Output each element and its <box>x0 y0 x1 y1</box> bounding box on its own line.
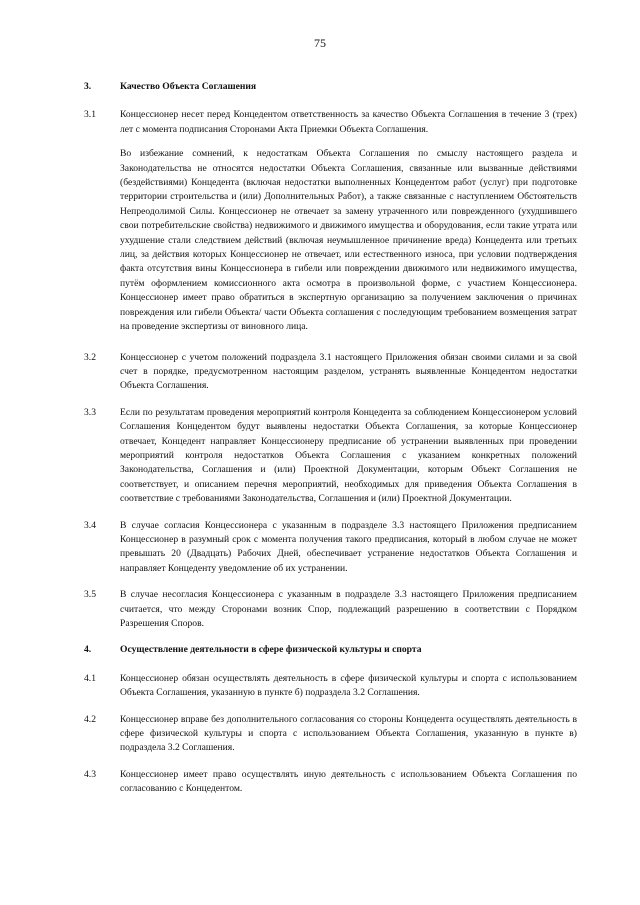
clause-number: 4.3 <box>84 768 96 780</box>
clause-text: Концессионер имеет право осуществлять иную деятельность с использованием Объекта Соглашения по согласованию с Концедентом. <box>120 768 577 795</box>
clause-number: 4.1 <box>84 672 96 684</box>
clause-4-3 <box>84 768 577 797</box>
section-heading-3 <box>84 80 577 94</box>
document-body <box>84 80 577 809</box>
clause-number: 3.3 <box>84 406 96 418</box>
clause-text: В случае согласия Концессионера с указанным в подразделе 3.3 настоящего Приложения предписанием Концессионер в разумный срок с момента получения такого предписания, который в любом случае не может превышать 20 (Двадцать) Рабочих Дней, обеспечивает устранение недостатков Объекта Соглашения и направляет Концеденту уведомление об их устранении. <box>120 519 577 574</box>
clause-number: 3.5 <box>84 589 96 601</box>
clause-3-2 <box>84 351 577 394</box>
clause-3-1-paragraph: Во избежание сомнений, к недостаткам Объекта Соглашения по смыслу настоящего раздела и Законодательства не относятся недостатки Объекта Соглашения, связанные или вызванные действиями (бездействиями) Концедента (включая недостатки выполненных Концедентом работ (услуг) при подготовке территории строительства и (или) Дополнительных Работ), а также связанные с наступлением Обстоятельств Непреодолимой Силы. Концессионер не отвечает за замену утраченного или поврежденного (ухудшившего свои потребительские свойства) недвижимого и движимого имущества и оборудования, если такие утрата или ухудшение стали следствием действий (включая неумышленное причинение вреда) Концедента или третьих лиц, за действия которых Концессионер не отвечает, или естественного износа, при условии подтверждения факта отсутствия вины Концессионера в гибели или повреждении движимого или недвижимого имущества, путём оформлением комиссионного акта осмотра в произвольной форме, с участием Концессионера. Концессионер имеет право обратиться в экспертную организацию за получением заключения о причинах повреждения или гибели Объекта/ части Объекта соглашения с последующим требованием возмещения затрат на проведение экспертизы от виновного лица. <box>120 148 577 333</box>
clause-3-1 <box>84 108 577 137</box>
clause-text: Концессионер обязан осуществлять деятельность в сфере физической культуры и спорта с использованием Объекта Соглашения, указанную в пункте б) подраздела 3.2 Соглашения. <box>120 672 577 699</box>
section-number: 3. <box>84 81 92 92</box>
clause-number: 4.2 <box>84 713 96 725</box>
section-number: 4. <box>84 644 92 656</box>
clause-4-2 <box>84 713 577 756</box>
section-heading-4 <box>84 643 577 657</box>
clause-text: Концессионер несет перед Концедентом ответственность за качество Объекта Соглашения в течение 3 (трех) лет с момента подписания Сторонами Акта Приемки Объекта Соглашения. <box>120 109 577 135</box>
section-title: Качество Объекта Соглашения <box>120 81 257 92</box>
clause-text: Концессионер с учетом положений подраздела 3.1 настоящего Приложения обязан своими силами и за свой счет в порядке, предусмотренном настоящим разделом, устранять выявленные Концедентом недостатки Объекта Соглашения. <box>120 351 577 392</box>
page-number: 75 <box>314 36 326 50</box>
clause-number: 3.2 <box>84 351 96 363</box>
clause-number: 3.4 <box>84 519 96 531</box>
clause-4-1 <box>84 672 577 701</box>
section-title: Осуществление деятельности в сфере физической культуры и спорта <box>120 644 422 656</box>
clause-3-5 <box>84 588 577 631</box>
clause-text: В случае несогласия Концессионера с указанным в подразделе 3.3 настоящего Приложения предписанием считается, что между Сторонами возник Спор, подлежащий разрешению в соответствии с Порядком Разрешения Споров. <box>120 589 577 629</box>
clause-3-3 <box>84 406 577 507</box>
clause-text: Если по результатам проведения мероприятий контроля Концедента за соблюдением Концессионером условий Соглашения Концедентом будут выявлены недостатки Объекта Соглашения, за которые Концессионер отвечает, Концедент направляет Концессионеру предписание об устранении выявленных при проведении мероприятий контроля недостатков Объекта Соглашения с указанием конкретных положений Законодательства, Соглашения и (или) Проектной Документации, которым Объект Соглашения не соответствует, и описанием перечня мероприятий, необходимых для приведения Объекта Соглашения в соответствие с требованиями Законодательства, Соглашения и (или) Проектной Документации. <box>120 406 577 505</box>
clause-3-4 <box>84 519 577 577</box>
clause-text: Концессионер вправе без дополнительного согласования со стороны Концедента осуществлять деятельность в сфере физической культуры и спорта с использованием Объекта Соглашения, указанную в пункте в) подраздела 3.2 Соглашения. <box>120 713 577 754</box>
clause-number: 3.1 <box>84 109 96 121</box>
